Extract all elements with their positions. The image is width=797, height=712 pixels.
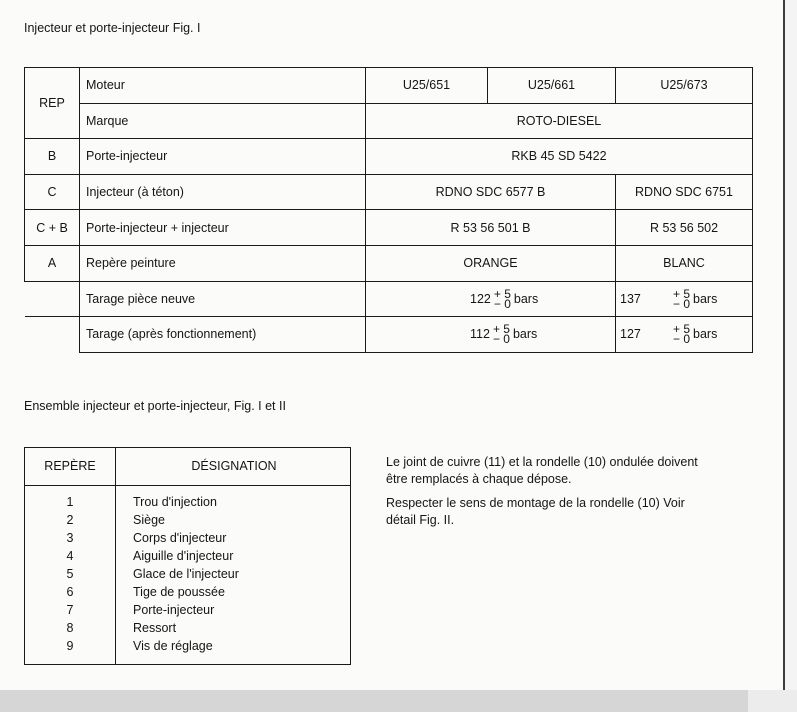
cell-value: RDNO SDC 6577 B (366, 174, 616, 210)
tarage-unit: bars (513, 291, 539, 306)
tarage-value: 137 (620, 291, 641, 306)
note-line: détail Fig. II. (386, 513, 455, 527)
item-number: 9 (66, 639, 74, 653)
table-row (25, 139, 753, 175)
engine-col: U25/651 (366, 68, 488, 104)
section-title-ensemble: Ensemble injecteur et porte-injecteur, Fig. I et II (24, 399, 286, 413)
cell-value: R 53 56 501 B (366, 210, 616, 246)
item-label: Siège (133, 513, 165, 527)
bottom-strip-corner (748, 690, 797, 712)
tolerance (493, 286, 511, 311)
tolerance-plus: + 5 (673, 286, 691, 301)
item-number: 2 (66, 513, 74, 527)
note-line: Le joint de cuivre (11) et la rondelle (10) ondulée doivent (386, 455, 698, 469)
tarage-cell (366, 317, 616, 353)
tolerance (492, 322, 510, 347)
item-number: 3 (66, 531, 74, 545)
tarage-value: 122 (470, 291, 491, 306)
cell-value: RDNO SDC 6751 (616, 174, 753, 210)
rep-cell: C (25, 174, 80, 210)
item-number: 5 (66, 567, 74, 581)
bottom-strip (0, 690, 797, 712)
section-title-injecteur: Injecteur et porte-injecteur Fig. I (24, 21, 201, 35)
empty-rep-cell (25, 317, 80, 353)
tolerance (673, 286, 691, 311)
header-repere: REPÈRE (44, 459, 96, 473)
cell-value: BLANC (616, 245, 753, 281)
row-label: Injecteur (à téton) (80, 174, 366, 210)
column-divider (115, 448, 116, 664)
item-label: Aiguille d'injecteur (133, 549, 234, 563)
tolerance-plus: + 5 (492, 322, 510, 337)
table-row (25, 281, 753, 317)
table-row (25, 317, 753, 353)
rep-cell: B (25, 139, 80, 175)
empty-rep-cell (25, 281, 80, 317)
row-label: Marque (80, 103, 366, 139)
tarage-unit: bars (693, 327, 718, 342)
tarage-value: 127 (620, 327, 641, 342)
tolerance (673, 322, 691, 347)
item-label: Corps d'injecteur (133, 531, 227, 545)
page-edge (783, 0, 785, 690)
rep-cell: C + B (25, 210, 80, 246)
item-number: 7 (66, 603, 74, 617)
tarage-value-group (620, 282, 717, 317)
tolerance-minus: − 0 (673, 296, 691, 311)
item-label: Tige de poussée (133, 585, 225, 599)
parts-table (24, 447, 351, 665)
tolerance-plus: + 5 (673, 322, 691, 337)
item-number: 1 (66, 495, 74, 509)
tarage-unit: bars (693, 291, 718, 306)
engine-col: U25/661 (488, 68, 616, 104)
note-line: Respecter le sens de montage de la rondelle (10) Voir (386, 496, 685, 510)
row-label: Tarage (après fonctionnement) (80, 317, 366, 353)
page-margin (785, 0, 797, 690)
tarage-cell (616, 317, 753, 353)
tarage-value-group (470, 317, 537, 352)
table-row (25, 68, 753, 104)
row-label: Porte-injecteur (80, 139, 366, 175)
tolerance-plus: + 5 (493, 286, 511, 301)
item-number: 8 (66, 621, 74, 635)
item-label: Vis de réglage (133, 639, 213, 653)
table-row (25, 174, 753, 210)
cell-value: ORANGE (366, 245, 616, 281)
table-row (25, 103, 753, 139)
row-label: Moteur (80, 68, 366, 104)
engine-col: U25/673 (616, 68, 753, 104)
tarage-cell (366, 281, 616, 317)
rep-cell: A (25, 245, 80, 281)
tolerance-minus: − 0 (493, 296, 511, 311)
table-row (25, 245, 753, 281)
cell-value: RKB 45 SD 5422 (366, 139, 753, 175)
table-row (25, 210, 753, 246)
row-label: Tarage pièce neuve (80, 281, 366, 317)
item-label: Porte-injecteur (133, 603, 215, 617)
note-line: être remplacés à chaque dépose. (386, 472, 572, 486)
tarage-value-group (470, 282, 538, 317)
row-label: Porte-injecteur + injecteur (80, 210, 366, 246)
injector-spec-table (24, 67, 753, 353)
item-number: 6 (66, 585, 74, 599)
cell-value: R 53 56 502 (616, 210, 753, 246)
tarage-value: 112 (470, 327, 490, 342)
row-label: Repère peinture (80, 245, 366, 281)
tarage-unit: bars (512, 327, 538, 342)
item-label: Ressort (133, 621, 177, 635)
tarage-cell (616, 281, 753, 317)
item-label: Glace de l'injecteur (133, 567, 239, 581)
item-label: Trou d'injection (133, 495, 217, 509)
tarage-value-group (620, 317, 717, 352)
rep-header: REP (25, 68, 80, 139)
tolerance-minus: − 0 (492, 332, 510, 347)
tolerance-minus: − 0 (673, 332, 691, 347)
header-designation: DÉSIGNATION (191, 459, 277, 473)
cell-value: ROTO-DIESEL (366, 103, 753, 139)
item-number: 4 (66, 549, 74, 563)
